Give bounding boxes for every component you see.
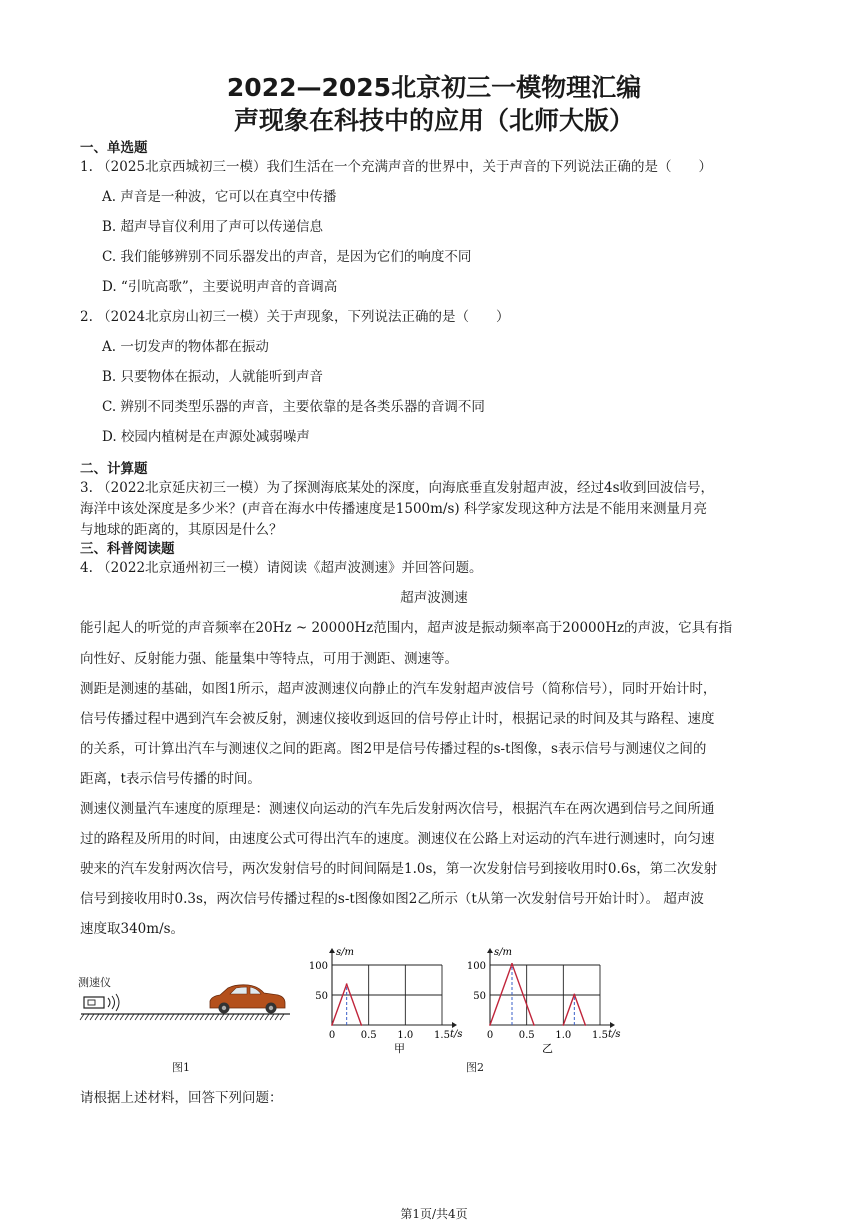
question-4-stem: 4. （2022北京通州初三一模）请阅读《超声波测速》并回答问题。 bbox=[80, 560, 483, 576]
road-hatch-mark bbox=[230, 1014, 234, 1020]
car-icon bbox=[210, 985, 285, 1014]
question-2-stem: 2. （2024北京房山初三一模）关于声现象，下列说法正确的是（ ） bbox=[80, 309, 510, 325]
article-paragraph-3-line-3: 驶来的汽车发射两次信号，两次发射信号的时间间隔是1.0s，第一次发射信号到接收用时0.6s，第二次发射 bbox=[80, 861, 718, 877]
road-hatch-mark bbox=[225, 1014, 229, 1020]
article-title: 超声波测速 bbox=[400, 590, 468, 606]
x-axis-label: t/s bbox=[450, 1029, 463, 1040]
speed-gun-icon bbox=[84, 994, 119, 1011]
article-paragraph-3-line-5: 速度取340m/s。 bbox=[80, 921, 185, 937]
road-hatch-mark bbox=[235, 1014, 239, 1020]
graph-jia bbox=[309, 947, 463, 1041]
road-hatch-mark bbox=[215, 1014, 219, 1020]
question-2-option-a: A. 一切发声的物体都在振动 bbox=[102, 339, 269, 355]
road-hatch-mark bbox=[195, 1014, 199, 1020]
question-2-option-c: C. 辨别不同类型乐器的声音，主要依靠的是各类乐器的音调不同 bbox=[102, 399, 485, 415]
road-hatch-mark bbox=[130, 1014, 134, 1020]
section-heading-single-choice: 一、单选题 bbox=[80, 140, 148, 156]
x-tick-label: 1.5 bbox=[592, 1030, 608, 1041]
x-tick-label: 0 bbox=[486, 1030, 494, 1041]
page-footer: 第1页/共4页 bbox=[400, 1207, 468, 1221]
road-hatch-mark bbox=[90, 1014, 94, 1020]
road-hatch-mark bbox=[80, 1014, 84, 1020]
question-3-line-2: 海洋中该处深度是多少米？(声音在海水中传播速度是1500m/s) 科学家发现这种方法是不能用来测量月亮 bbox=[80, 501, 707, 517]
y-axis-arrow-icon bbox=[487, 948, 493, 953]
road-hatch-mark bbox=[140, 1014, 144, 1020]
graph-yi bbox=[467, 947, 621, 1041]
road-hatch-mark bbox=[220, 1014, 224, 1020]
y-axis-arrow-icon bbox=[329, 948, 335, 953]
article-paragraph-2-line-4: 距离，t表示信号传播的时间。 bbox=[80, 771, 261, 787]
x-tick-label: 1.0 bbox=[397, 1030, 414, 1041]
road-ground bbox=[80, 1014, 290, 1020]
data-point bbox=[360, 1024, 362, 1026]
signal-path-segment bbox=[347, 984, 362, 1025]
section-heading-reading: 三、科普阅读题 bbox=[80, 541, 175, 557]
page-title-line-1: 2022—2025北京初三一模物理汇编 bbox=[226, 73, 642, 102]
x-axis-arrow-icon bbox=[610, 1022, 615, 1028]
question-3-line-3: 与地球的距离的，其原因是什么？ bbox=[80, 522, 283, 538]
question-3-line-1: 3. （2022北京延庆初三一模）为了探测海底某处的深度，向海底垂直发射超声波，经过4s收到回波信号， bbox=[80, 480, 715, 496]
road-hatch-mark bbox=[185, 1014, 189, 1020]
question-1-option-b: B. 超声导盲仪利用了声可以传递信息 bbox=[102, 219, 324, 235]
article-paragraph-3-line-2: 过的路程及所用的时间，由速度公式可得出汽车的速度。测速仪在公路上对运动的汽车进行测速时，向匀速 bbox=[80, 831, 715, 847]
road-hatch-mark bbox=[200, 1014, 204, 1020]
y-axis-label: s/m bbox=[494, 947, 512, 958]
road-hatch-mark bbox=[240, 1014, 244, 1020]
road-hatch-mark bbox=[205, 1014, 209, 1020]
article-paragraph-2-line-2: 信号传播过程中遇到汽车会被反射，测速仪接收到返回的信号停止计时，根据记录的时间及其与路程、速度 bbox=[80, 711, 715, 727]
signal-path-segment bbox=[563, 994, 574, 1025]
road-hatch-mark bbox=[265, 1014, 269, 1020]
data-point bbox=[489, 1024, 491, 1026]
section-heading-calculation: 二、计算题 bbox=[80, 461, 148, 477]
y-tick-label: 100 bbox=[466, 961, 486, 972]
road-hatch-mark bbox=[110, 1014, 114, 1020]
data-point bbox=[346, 983, 348, 985]
road-hatch-mark bbox=[210, 1014, 214, 1020]
question-1-stem: 1. （2025北京西城初三一模）我们生活在一个充满声音的世界中，关于声音的下列说法正确的是（ ） bbox=[80, 159, 713, 175]
road-hatch-mark bbox=[180, 1014, 184, 1020]
article-paragraph-2-line-1: 测距是测速的基础，如图1所示，超声波测速仪向静止的汽车发射超声波信号（简称信号），同时开始计时， bbox=[80, 681, 717, 697]
page-title-line-2: 声现象在科技中的应用（北师大版） bbox=[233, 106, 634, 135]
road-hatch-mark bbox=[115, 1014, 119, 1020]
x-tick-label: 0.5 bbox=[360, 1030, 377, 1041]
data-point bbox=[573, 994, 575, 996]
road-hatch-mark bbox=[100, 1014, 104, 1020]
road-hatch-mark bbox=[95, 1014, 99, 1020]
question-1-option-a: A. 声音是一种波，它可以在真空中传播 bbox=[102, 189, 337, 205]
y-tick-label: 50 bbox=[473, 991, 486, 1002]
figure-2-graphs bbox=[306, 945, 636, 1060]
road-hatch-mark bbox=[260, 1014, 264, 1020]
article-paragraph-1-line-1: 能引起人的听觉的声音频率在20Hz ~ 20000Hz范围内，超声波是振动频率高于20000Hz的声波，它具有指 bbox=[80, 620, 733, 636]
x-tick-label: 1.5 bbox=[434, 1030, 450, 1041]
y-tick-label: 50 bbox=[315, 991, 328, 1002]
x-tick-label: 1.0 bbox=[555, 1030, 572, 1041]
article-paragraph-1-line-2: 向性好、反射能力强、能量集中等特点，可用于测距、测速等。 bbox=[80, 651, 458, 667]
figure-1-caption: 图1 bbox=[172, 1061, 190, 1074]
road-hatch-mark bbox=[270, 1014, 274, 1020]
question-2-option-b: B. 只要物体在振动，人就能听到声音 bbox=[102, 369, 324, 385]
road-hatch-mark bbox=[135, 1014, 139, 1020]
road-hatch-mark bbox=[275, 1014, 279, 1020]
figure-1-illustration bbox=[78, 972, 300, 1034]
question-1-option-c: C. 我们能够辨别不同乐器发出的声音，是因为它们的响度不同 bbox=[102, 249, 472, 265]
data-point bbox=[584, 1024, 586, 1026]
x-axis-arrow-icon bbox=[452, 1022, 457, 1028]
signal-path-segment bbox=[490, 964, 512, 1025]
graph-yi-label: 乙 bbox=[542, 1042, 553, 1055]
closing-instruction: 请根据上述材料，回答下列问题： bbox=[80, 1090, 283, 1106]
article-paragraph-2-line-3: 的关系，可计算出汽车与测速仪之间的距离。图2甲是信号传播过程的s-t图像，s表示信号与测速仪之间的 bbox=[80, 741, 707, 757]
data-point bbox=[511, 963, 513, 965]
signal-path-segment bbox=[574, 994, 585, 1025]
road-hatch-mark bbox=[105, 1014, 109, 1020]
road-hatch-mark bbox=[255, 1014, 259, 1020]
road-hatch-mark bbox=[245, 1014, 249, 1020]
y-tick-label: 100 bbox=[308, 961, 328, 972]
road-hatch-mark bbox=[190, 1014, 194, 1020]
figure-2-caption: 图2 bbox=[466, 1061, 484, 1074]
y-axis-label: s/m bbox=[336, 947, 354, 958]
signal-path-segment bbox=[332, 984, 347, 1025]
x-tick-label: 0.5 bbox=[518, 1030, 535, 1041]
road-hatch-mark bbox=[165, 1014, 169, 1020]
road-hatch-mark bbox=[145, 1014, 149, 1020]
data-point bbox=[331, 1024, 333, 1026]
speed-gun-label: 测速仪 bbox=[78, 976, 111, 989]
x-axis-label: t/s bbox=[608, 1029, 621, 1040]
road-hatch-mark bbox=[250, 1014, 254, 1020]
road-hatch-mark bbox=[280, 1014, 284, 1020]
x-tick-label: 0 bbox=[328, 1030, 336, 1041]
road-hatch-mark bbox=[170, 1014, 174, 1020]
signal-path-segment bbox=[512, 964, 534, 1025]
graph-jia-label: 甲 bbox=[394, 1042, 405, 1055]
road-hatch-mark bbox=[150, 1014, 154, 1020]
road-hatch-mark bbox=[175, 1014, 179, 1020]
road-hatch-mark bbox=[160, 1014, 164, 1020]
road-hatch-mark bbox=[85, 1014, 89, 1020]
road-hatch-mark bbox=[120, 1014, 124, 1020]
data-point bbox=[562, 1024, 564, 1026]
data-point bbox=[533, 1024, 535, 1026]
question-1-option-d: D. “引吭高歌”，主要说明声音的音调高 bbox=[102, 279, 338, 295]
road-hatch-mark bbox=[125, 1014, 129, 1020]
article-paragraph-3-line-1: 测速仪测量汽车速度的原理是：测速仪向运动的汽车先后发射两次信号，根据汽车在两次遇到信号之间所通 bbox=[80, 801, 715, 817]
road-hatch-mark bbox=[155, 1014, 159, 1020]
question-2-option-d: D. 校园内植树是在声源处减弱噪声 bbox=[102, 429, 310, 445]
article-paragraph-3-line-4: 信号到接收用时0.3s，两次信号传播过程的s-t图像如图2乙所示（t从第一次发射信号开始计时）。 超声波 bbox=[80, 891, 704, 907]
